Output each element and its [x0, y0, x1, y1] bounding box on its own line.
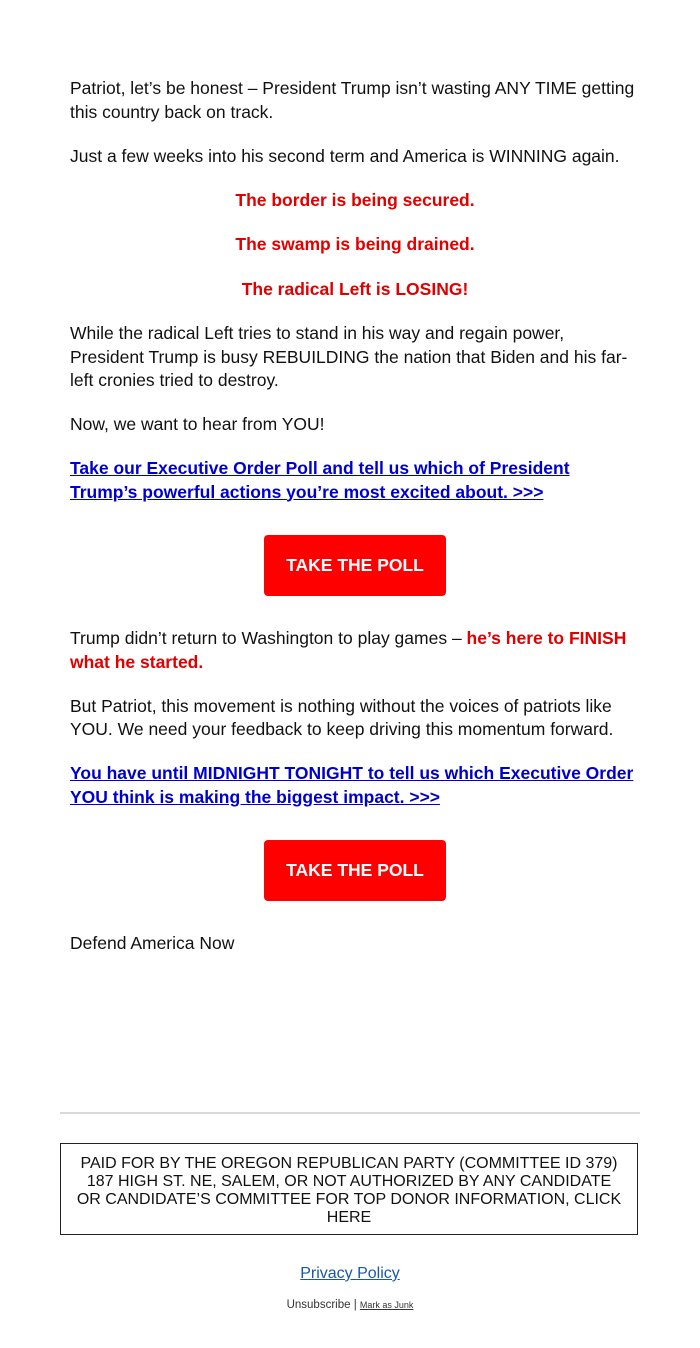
- footer-links: [0, 1299, 700, 1311]
- signoff: Defend America Now: [70, 933, 235, 953]
- highlight-border: The border is being secured.: [235, 189, 475, 210]
- intro-paragraph: Patriot, let’s be honest – President Trump isn’t wasting ANY TIME getting this country back on track.: [70, 78, 635, 122]
- poll-button-1-wrap: [70, 535, 640, 596]
- email-body: [70, 77, 640, 976]
- games-red-text: he’s here to FINISH what he started.: [70, 628, 627, 672]
- want-to-hear-paragraph: Now, we want to hear from YOU!: [70, 414, 325, 434]
- rebuild-paragraph: While the radical Left tries to stand in his way and regain power, President Trump is busy REBUILDING the nation that Biden and his far-left cronies tried to destroy.: [70, 323, 628, 390]
- mark-as-junk-link[interactable]: Mark as Junk: [359, 1300, 414, 1310]
- highlight-swamp: The swamp is being drained.: [235, 234, 475, 254]
- poll-link-1[interactable]: Take our Executive Order Poll and tell us which of President Trump’s powerful actions you’re most excited about. >>>: [70, 458, 570, 502]
- take-poll-button-1[interactable]: TAKE THE POLL: [264, 535, 446, 596]
- privacy-policy-link[interactable]: Privacy Policy: [300, 1265, 400, 1282]
- footer-separator: |: [350, 1299, 360, 1311]
- highlight-left: The radical Left is LOSING!: [241, 278, 469, 299]
- paid-for-disclaimer[interactable]: PAID FOR BY THE OREGON REPUBLICAN PARTY (COMMITTEE ID 379) 187 HIGH ST. NE, SALEM, OR NOT AUTHORIZED BY ANY CANDIDATE OR CANDIDATE’S COMMITTEE FOR TOP DONOR INFORMATION, CLICK HERE: [60, 1143, 638, 1235]
- unsubscribe-link[interactable]: Unsubscribe: [286, 1299, 351, 1311]
- poll-link-2[interactable]: You have until MIDNIGHT TONIGHT to tell us which Executive Order YOU think is making the biggest impact. >>>: [70, 763, 634, 807]
- games-text: Trump didn’t return to Washington to play games –: [70, 628, 467, 648]
- take-poll-button-2[interactable]: TAKE THE POLL: [264, 840, 446, 901]
- poll-button-2-wrap: [70, 840, 640, 901]
- privacy-policy-row: [0, 1265, 700, 1283]
- movement-paragraph: But Patriot, this movement is nothing without the voices of patriots like YOU. We need your feedback to keep driving this momentum forward.: [70, 695, 614, 739]
- games-paragraph: [70, 627, 640, 674]
- footer-divider: [60, 1112, 640, 1114]
- winning-paragraph: Just a few weeks into his second term and America is WINNING again.: [70, 145, 620, 166]
